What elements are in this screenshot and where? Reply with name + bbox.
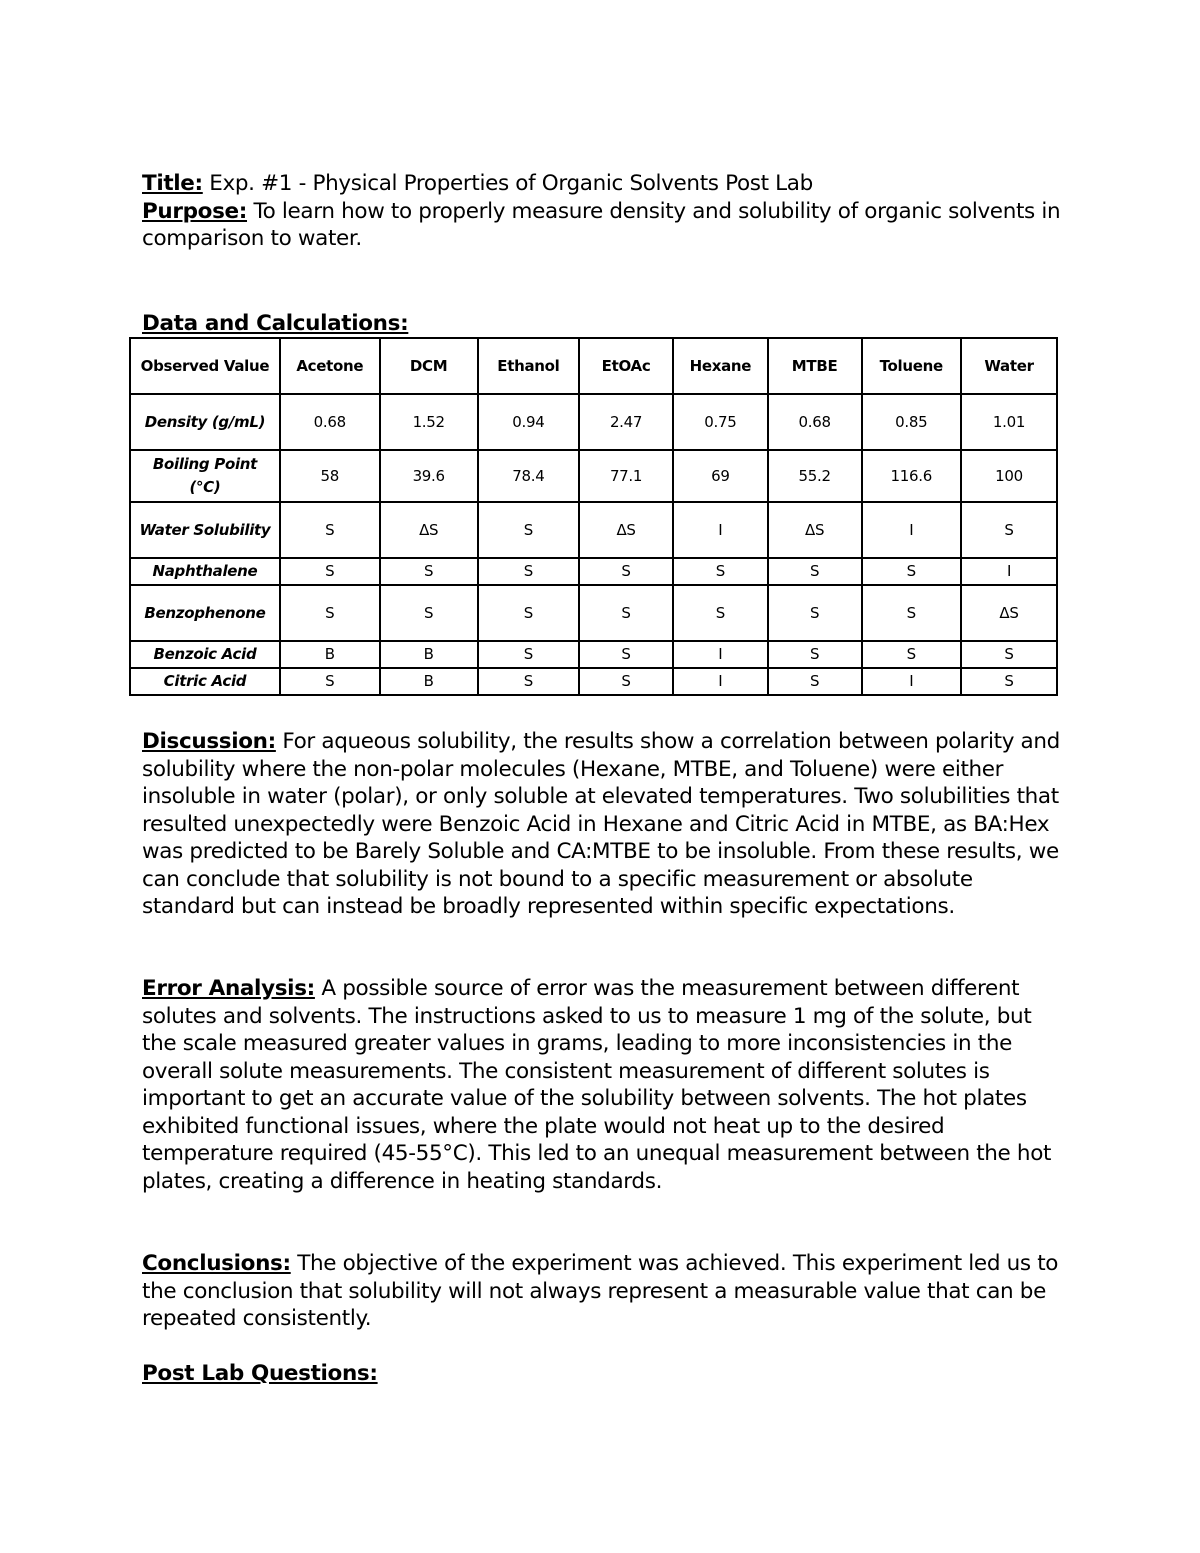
title-text: Exp. #1 - Physical Properties of Organic Solvents Post Lab — [202, 171, 813, 196]
table-cell: 39.6 — [380, 450, 478, 502]
table-cell: S — [768, 558, 862, 585]
table-cell: ΔS — [961, 585, 1057, 641]
row-label-cell: Benzoic Acid — [130, 641, 280, 668]
table-cell: S — [478, 668, 579, 695]
table-cell: I — [862, 502, 962, 558]
table-cell: S — [380, 585, 478, 641]
table-cell: S — [478, 585, 579, 641]
table-cell: B — [380, 641, 478, 668]
table-cell: 58 — [280, 450, 380, 502]
discussion-paragraph — [142, 728, 1062, 921]
row-label-cell: Naphthalene — [130, 558, 280, 585]
table-header-cell: Water — [961, 338, 1057, 394]
table-header-row — [130, 338, 1057, 394]
table-header-cell: Ethanol — [478, 338, 579, 394]
table-cell: I — [961, 558, 1057, 585]
row-label-cell: Density (g/mL) — [130, 394, 280, 450]
table-cell: 0.68 — [280, 394, 380, 450]
table-row — [130, 394, 1057, 450]
table-cell: S — [673, 585, 768, 641]
table-body — [130, 394, 1057, 695]
table-header-cell: Observed Value — [130, 338, 280, 394]
table-header-cell: Hexane — [673, 338, 768, 394]
table-cell: S — [961, 641, 1057, 668]
table-cell: 1.01 — [961, 394, 1057, 450]
conclusions-block — [142, 1250, 1062, 1333]
title-label: Title: — [142, 171, 203, 196]
table-cell: S — [862, 585, 962, 641]
row-label-cell: Citric Acid — [130, 668, 280, 695]
table-cell: 0.75 — [673, 394, 768, 450]
table-cell: 100 — [961, 450, 1057, 502]
table-cell: 0.68 — [768, 394, 862, 450]
error-analysis-text: A possible source of error was the measurement between different solutes and solvents. The instructions asked to us to measure 1 mg of the solute, but the scale measured greater values in grams, leading to more inconsistencies in the overall solute measurements. The consistent measurement of different solutes is important to get an accurate value of the solubility between solvents. The hot plates exhibited functional issues, where the plate would not heat up to the desired temperature required (45-55°C). This led to an unequal measurement between the hot plates, creating a difference in heating standards. — [142, 976, 1052, 1194]
post-lab-block — [142, 1360, 1062, 1388]
table-cell: S — [478, 502, 579, 558]
discussion-block — [142, 728, 1062, 921]
table-row — [130, 641, 1057, 668]
table-cell: S — [579, 558, 673, 585]
table-cell: B — [380, 668, 478, 695]
table-cell: S — [280, 558, 380, 585]
solvent-properties-table — [129, 337, 1058, 696]
header-block — [142, 170, 1062, 253]
table-cell: S — [478, 641, 579, 668]
table-cell: 77.1 — [579, 450, 673, 502]
table-cell: I — [673, 668, 768, 695]
table-cell: B — [280, 641, 380, 668]
table-cell: 2.47 — [579, 394, 673, 450]
error-analysis-paragraph — [142, 975, 1062, 1195]
table-cell: S — [280, 502, 380, 558]
table-cell: 69 — [673, 450, 768, 502]
discussion-label: Discussion: — [142, 729, 276, 754]
row-label-cell: Water Solubility — [130, 502, 280, 558]
table-header-cell: EtOAc — [579, 338, 673, 394]
error-analysis-label: Error Analysis: — [142, 976, 315, 1001]
data-section-heading: Data and Calculations: — [142, 311, 409, 336]
table-cell: I — [673, 502, 768, 558]
table-cell: 0.94 — [478, 394, 579, 450]
row-label-cell: Boiling Point (℃) — [130, 450, 280, 502]
table-cell: S — [280, 668, 380, 695]
title-line — [142, 170, 1062, 198]
table-header-cell: MTBE — [768, 338, 862, 394]
table-cell: 78.4 — [478, 450, 579, 502]
purpose-text: To learn how to properly measure density and solubility of organic solvents in comparison to water. — [142, 198, 1061, 251]
table-cell: S — [579, 585, 673, 641]
purpose-paragraph — [142, 198, 1062, 253]
table-header-cell: Toluene — [862, 338, 962, 394]
conclusions-paragraph — [142, 1250, 1062, 1333]
table-cell: S — [579, 668, 673, 695]
purpose-label: Purpose: — [142, 198, 248, 224]
data-section-heading-wrap — [142, 310, 1062, 338]
table-cell: S — [478, 558, 579, 585]
table-cell: S — [380, 558, 478, 585]
table-cell: I — [673, 641, 768, 668]
table-header-cell: Acetone — [280, 338, 380, 394]
discussion-text: For aqueous solubility, the results show a correlation between polarity and solubility where the non-polar molecules (Hexane, MTBE, and Toluene) were either insoluble in water (polar), or only soluble at elevated temperatures. Two solubilities that resulted unexpectedly were Benzoic Acid in Hexane and Citric Acid in MTBE, as BA:Hex was predicted to be Barely Soluble and CA:MTBE to be insoluble. From these results, we can conclude that solubility is not bound to a specific measurement or absolute standard but can instead be broadly represented within specific expectations. — [142, 729, 1060, 919]
table-row — [130, 502, 1057, 558]
table-cell: S — [961, 668, 1057, 695]
table-cell: S — [961, 502, 1057, 558]
conclusions-label: Conclusions: — [142, 1251, 291, 1276]
table-cell: S — [768, 641, 862, 668]
table-header-cell: DCM — [380, 338, 478, 394]
post-lab-heading: Post Lab Questions: — [142, 1361, 378, 1386]
table-cell: ΔS — [579, 502, 673, 558]
table-row — [130, 585, 1057, 641]
table-cell: S — [280, 585, 380, 641]
table-row — [130, 668, 1057, 695]
row-label-cell: Benzophenone — [130, 585, 280, 641]
table-cell: S — [768, 668, 862, 695]
table-cell: S — [579, 641, 673, 668]
conclusions-text: The objective of the experiment was achieved. This experiment led us to the conclusion that solubility will not always represent a measurable value that can be repeated consistently. — [142, 1251, 1059, 1331]
table-cell: I — [862, 668, 962, 695]
table-cell: ΔS — [768, 502, 862, 558]
table-cell: S — [673, 558, 768, 585]
error-analysis-block — [142, 975, 1062, 1195]
table-cell: 0.85 — [862, 394, 962, 450]
table-cell: 1.52 — [380, 394, 478, 450]
table-row — [130, 450, 1057, 502]
table-cell: 55.2 — [768, 450, 862, 502]
table-cell: S — [862, 641, 962, 668]
table-cell: 116.6 — [862, 450, 962, 502]
table-cell: S — [862, 558, 962, 585]
table-cell: S — [768, 585, 862, 641]
table-cell: ΔS — [380, 502, 478, 558]
table-row — [130, 558, 1057, 585]
